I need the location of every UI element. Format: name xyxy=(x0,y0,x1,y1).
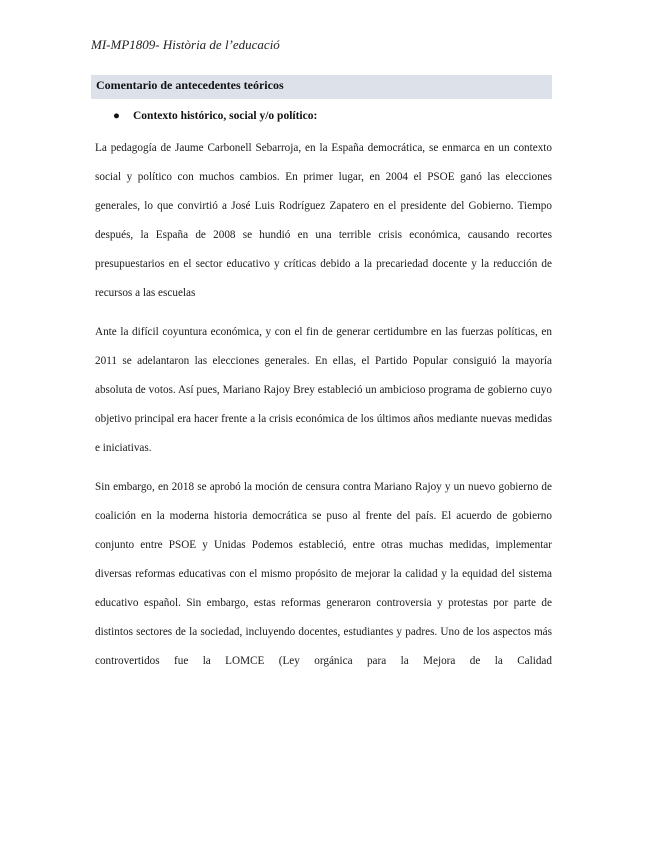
paragraph-1: La pedagogía de Jaume Carbonell Sebarroja, en la España democrática, se enmarca en un contexto social y político con muchos cambios. En primer lugar, en 2004 el PSOE ganó las elecciones generales, lo que convirtió a José Luis Rodríguez Zapatero en el presidente del Gobierno. Tiempo después, la España de 2008 se hundió en una terrible crisis económica, causando recortes presupuestarios en el sector educativo y críticas debido a la precariedad docente y la reducción de recursos a las escuelas xyxy=(95,142,552,299)
bullet-item xyxy=(113,110,317,122)
bullet-text: Contexto histórico, social y/o político: xyxy=(133,110,318,122)
page-header: MI-MP1809- Història de l’educació xyxy=(91,37,280,52)
section-heading: Comentario de antecedentes teóricos xyxy=(91,75,552,99)
bullet-icon: ● xyxy=(113,110,120,122)
paragraph-2: Ante la difícil coyuntura económica, y con el fin de generar certidumbre en las fuerzas políticas, en 2011 se adelantaron las elecciones generales. En ellas, el Partido Popular consiguió la mayoría absoluta de votos. Así pues, Mariano Rajoy Brey estableció un ambicioso programa de gobierno cuyo objetivo principal era hacer frente a la crisis económica de los últimos años mediante nuevas medidas e iniciativas. xyxy=(95,326,552,454)
document-body xyxy=(95,134,552,676)
paragraph-3: Sin embargo, en 2018 se aprobó la moción de censura contra Mariano Rajoy y un nuevo gobierno de coalición en la moderna historia democrática se puso al frente del país. El acuerdo de gobierno conjunto entre PSOE y Unidas Podemos estableció, entre otras muchas medidas, implementar diversas reformas educativas con el mismo propósito de mejorar la calidad y la equidad del sistema educativo español. Sin embargo, estas reformas generaron controversia y protestas por parte de distintos sectores de la sociedad, incluyendo docentes, estudiantes y padres. Uno de los aspectos más controvertidos fue la LOMCE (Ley orgánica para la Mejora de la Calidad xyxy=(95,481,552,667)
